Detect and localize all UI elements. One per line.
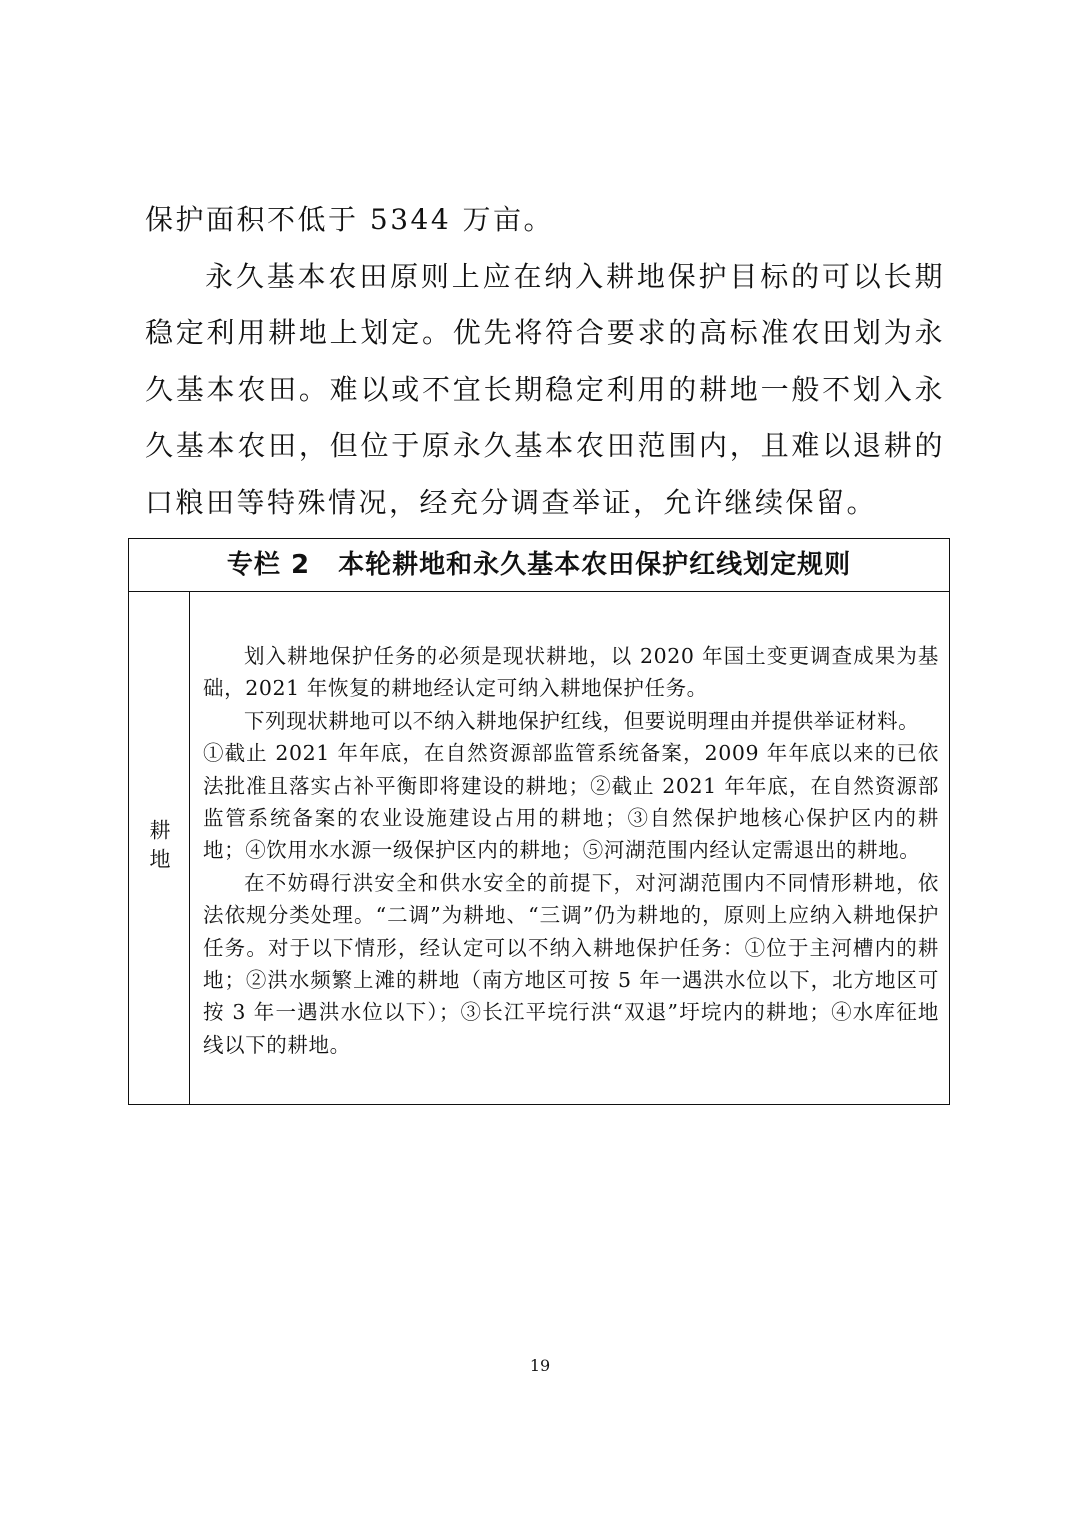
body-text (145, 192, 945, 531)
side-label-cell (129, 592, 190, 1104)
page-number: 19 (529, 1356, 551, 1375)
side-label: 耕地 (147, 819, 171, 877)
column-paragraph-1: 划入耕地保护任务的必须是现状耕地，以 2020 年国土变更调查成果为基础，2021 年恢复的耕地经认定可纳入耕地保护任务。 (203, 644, 939, 701)
paragraph-farmland-rule: 永久基本农田原则上应在纳入耕地保护目标的可以长期稳定利用耕地上划定。优先将符合要求的高标准农田划为永久基本农田。难以或不宜长期稳定利用的耕地一般不划入永久基本农田，但位于原永久基本农田范围内，且难以退耕的口粮田等特殊情况，经充分调查举证，允许继续保留。 (145, 259, 945, 519)
column-title-prefix: 专栏 2 (226, 550, 311, 580)
column-title (129, 539, 949, 592)
paragraph-continuation: 保护面积不低于 5344 万亩。 (145, 203, 555, 236)
column-paragraph-4: 在不妨碍行洪安全和供水安全的前提下，对河湖范围内不同情形耕地，依法依规分类处理。“二调”为耕地、“三调”仍为耕地的，原则上应纳入耕地保护任务。对于以下情形，经认定可以不纳入耕地保护任务：①位于主河槽内的耕地；②洪水频繁上滩的耕地（南方地区可按 5 年一遇洪水位以下，北方地区可按 3 年一遇洪水位以下）；③长江平垸行洪“双退”圩垸内的耕地；④水库征地线以下的耕地。 (203, 870, 939, 1057)
column-content (203, 640, 939, 1061)
column-paragraph-2: 下列现状耕地可以不纳入耕地保护红线，但要说明理由并提供举证材料。 (244, 708, 920, 733)
column-body (129, 592, 949, 1104)
column-box (128, 538, 950, 1105)
column-title-main: 本轮耕地和永久基本农田保护红线划定规则 (338, 550, 852, 580)
column-paragraph-3: ①截止 2021 年年底，在自然资源部监管系统备案，2009 年年底以来的已依法批准且落实占补平衡即将建设的耕地；②截止 2021 年年底，在自然资源部监管系统备案的农业设施建设占用的耕地；③自然保护地核心保护区内的耕地；④饮用水水源一级保护区内的耕地；⑤河湖范围内经认定需退出的耕地。 (203, 741, 939, 863)
